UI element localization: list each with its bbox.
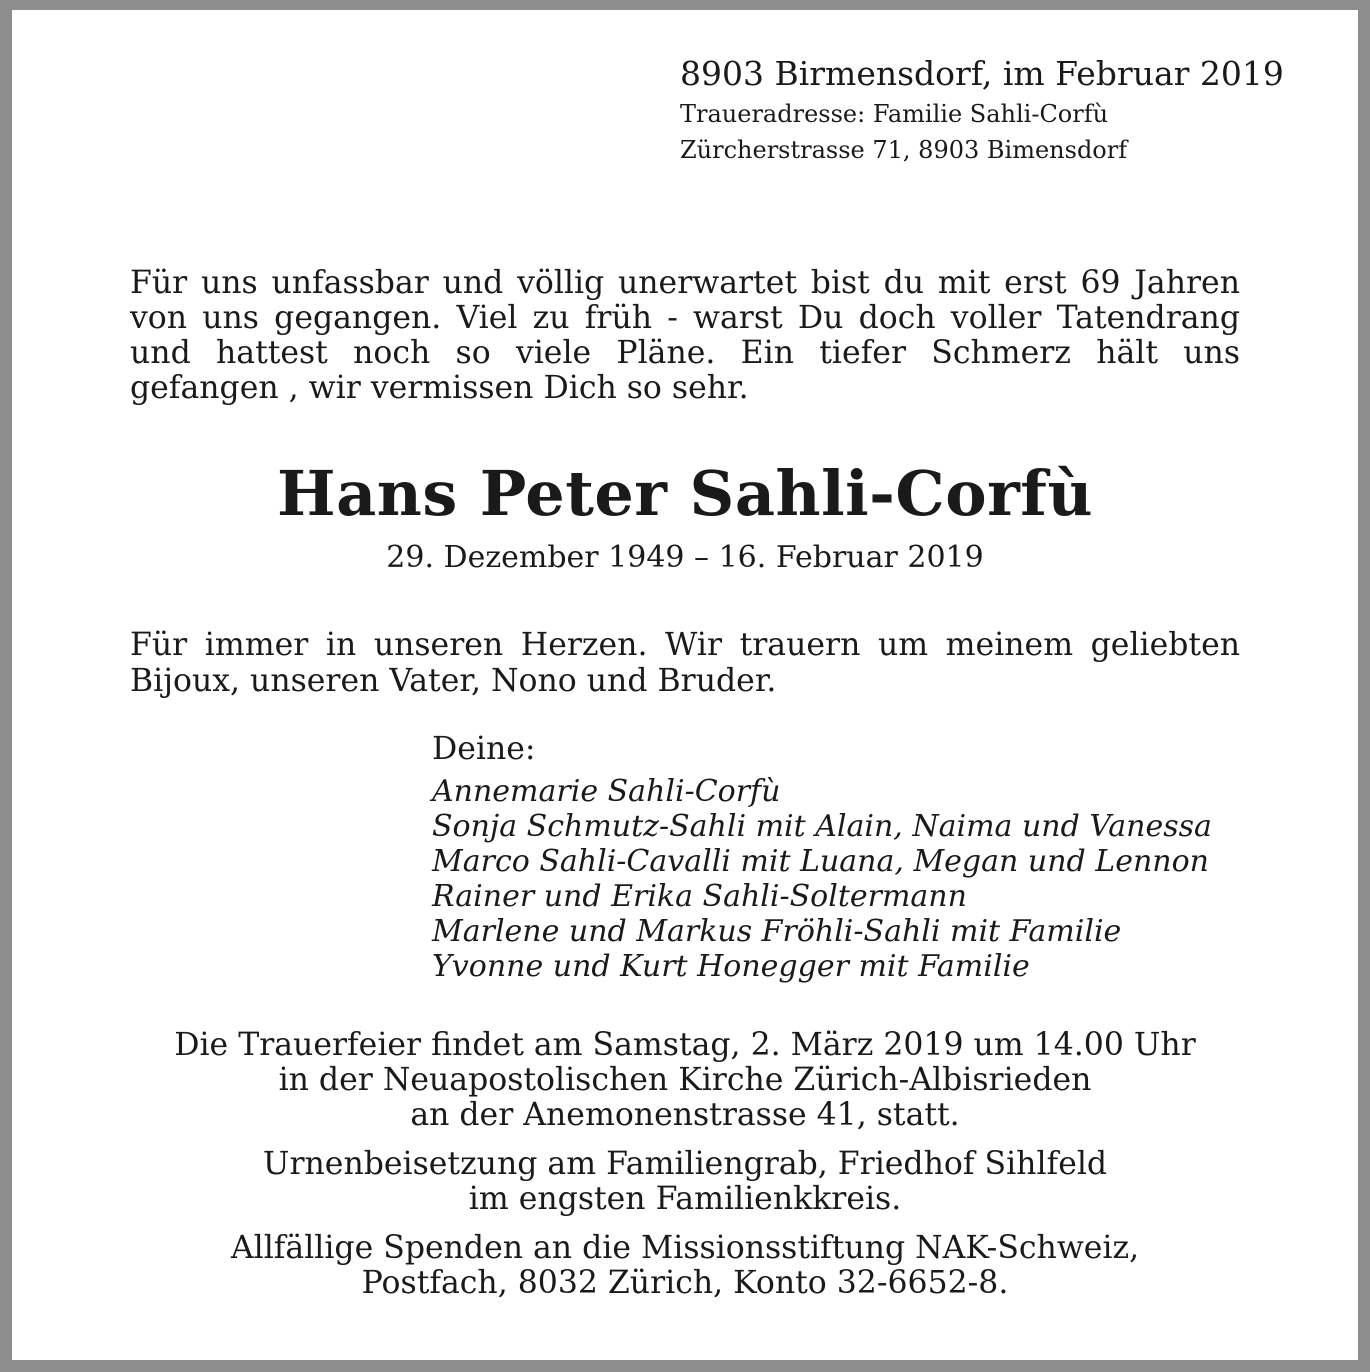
burial-info	[12, 1147, 1358, 1217]
ceremony-line-1: Die Trauerfeier findet am Samstag, 2. März 2019 um 14.00 Uhr	[174, 1027, 1196, 1063]
donation-line-2: Postfach, 8032 Zürich, Konto 32-6652-8.	[361, 1265, 1009, 1301]
mourning-paragraph: Für immer in unseren Herzen. Wir trauern um meinem geliebten Bijoux, unseren Vater, Nono und Bruder.	[130, 627, 1240, 699]
deceased-name: Hans Peter Sahli-Corfù	[276, 457, 1094, 530]
donation-info	[12, 1231, 1358, 1301]
family-member: Yvonne und Kurt Honegger mit Familie	[432, 949, 1030, 984]
family-label: Deine:	[432, 731, 536, 767]
family-member: Rainer und Erika Sahli-Soltermann	[432, 879, 967, 914]
place-date: 8903 Birmensdorf, im Februar 2019	[680, 54, 1284, 93]
ceremony-info	[12, 1028, 1358, 1133]
mourning-address-line-1: Traueradresse: Familie Sahli-Corfù	[680, 100, 1109, 128]
intro-paragraph: Für uns unfassbar und völlig unerwartet bist du mit erst 69 Jahren von uns gegangen. Viel zu früh - warst Du doch voller Tatendrang und hattest noch so viele Pläne. Ein tiefer Schmerz hält uns gefangen , wir vermissen Dich so sehr.	[130, 265, 1240, 406]
burial-line-1: Urnenbeisetzung am Familiengrab, Friedhof Sihlfeld	[262, 1146, 1108, 1182]
donation-line-1: Allfällige Spenden an die Missionsstiftung NAK-Schweiz,	[230, 1230, 1140, 1266]
obituary-page	[12, 10, 1358, 1360]
footer-block	[12, 1028, 1358, 1315]
header-block	[680, 52, 1284, 168]
family-members-list	[432, 774, 1252, 984]
mourning-address-line-2: Zürcherstrasse 71, 8903 Bimensdorf	[680, 136, 1128, 164]
family-block	[432, 730, 1252, 984]
burial-line-2: im engsten Familienkkreis.	[468, 1181, 902, 1217]
ceremony-line-3: an der Anemonenstrasse 41, statt.	[410, 1097, 960, 1133]
family-member: Sonja Schmutz-Sahli mit Alain, Naima und Vanessa	[432, 809, 1212, 844]
life-dates: 29. Dezember 1949 – 16. Februar 2019	[386, 540, 984, 575]
ceremony-line-2: in der Neuapostolischen Kirche Zürich-Albisrieden	[278, 1062, 1092, 1098]
family-member: Marlene und Markus Fröhli-Sahli mit Familie	[432, 914, 1122, 949]
family-member: Annemarie Sahli-Corfù	[432, 774, 781, 809]
family-member: Marco Sahli-Cavalli mit Luana, Megan und Lennon	[432, 844, 1209, 879]
